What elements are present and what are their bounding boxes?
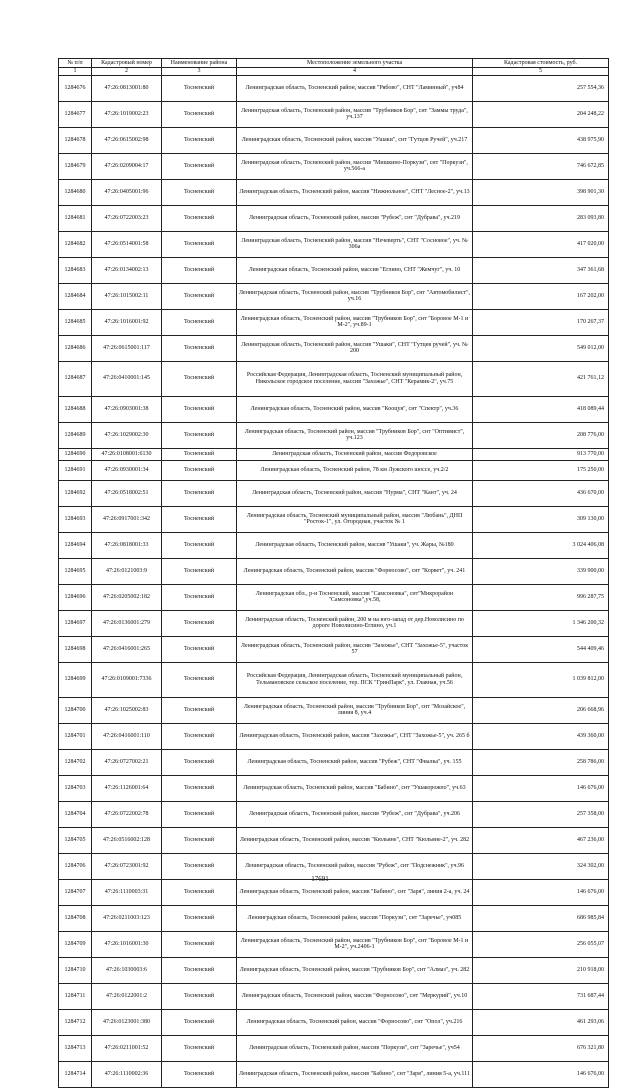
cadastral-number: 47:26:0903001:38 <box>92 396 162 422</box>
table-row <box>59 584 609 610</box>
district-name: Тосненский <box>162 335 237 361</box>
row-index: 1284691 <box>59 460 92 480</box>
cadastral-value: 206 668,96 <box>473 697 609 723</box>
row-index: 1284684 <box>59 283 92 309</box>
row-index: 1284689 <box>59 422 92 448</box>
district-name: Тосненский <box>162 905 237 931</box>
row-index: 1284703 <box>59 775 92 801</box>
cadastral-value: 913 770,00 <box>473 448 609 460</box>
cadastral-number: 47:26:0727002:21 <box>92 749 162 775</box>
cadastral-value: 731 687,44 <box>473 983 609 1009</box>
district-name: Тосненский <box>162 983 237 1009</box>
district-name: Тосненский <box>162 662 237 697</box>
district-name: Тосненский <box>162 506 237 532</box>
row-index: 1284682 <box>59 231 92 257</box>
cadastral-number: 47:26:1016001:92 <box>92 309 162 335</box>
cadastral-value: 210 918,00 <box>473 957 609 983</box>
cadastral-number: 47:26:0416001:110 <box>92 723 162 749</box>
cadastral-number: 47:26:0405001:96 <box>92 179 162 205</box>
land-plot-location: Ленинградская область, Тосненский район, массив "Форносово", снт "Меркурий", уч.10 <box>237 983 473 1009</box>
land-plot-location: Ленинградская область, Тосненский район, массив "Бабино", снт "Ушакорожпо", уч.63 <box>237 775 473 801</box>
cadastral-number: 47:26:0722002:78 <box>92 801 162 827</box>
table-row <box>59 1035 609 1061</box>
row-index: 1284690 <box>59 448 92 460</box>
district-name: Тосненский <box>162 396 237 422</box>
land-plot-location: Ленинградская область, Тосненский район, массив "Захожье", СНТ "Захожье-5", участок 57 <box>237 636 473 662</box>
cadastral-value: 1 346 200,32 <box>473 610 609 636</box>
cadastral-value: 146 676,00 <box>473 879 609 905</box>
table-row <box>59 257 609 283</box>
cadastral-number: 47:26:0930001:34 <box>92 460 162 480</box>
cadastral-value: 549 012,00 <box>473 335 609 361</box>
district-name: Тосненский <box>162 931 237 957</box>
district-name: Тосненский <box>162 584 237 610</box>
row-index: 1284676 <box>59 75 92 101</box>
row-index: 1284696 <box>59 584 92 610</box>
table-row <box>59 460 609 480</box>
cadastral-number: 47:26:1016001:30 <box>92 931 162 957</box>
district-name: Тосненский <box>162 697 237 723</box>
land-plot-location: Ленинградская область, Тосненский район, массив "Рубеж", снт "Дубрава", уч.206 <box>237 801 473 827</box>
cadastral-value: 347 361,68 <box>473 257 609 283</box>
row-index: 1284688 <box>59 396 92 422</box>
cadastral-value: 417 020,00 <box>473 231 609 257</box>
cadastral-number: 47:26:0722003:23 <box>92 205 162 231</box>
row-index: 1284681 <box>59 205 92 231</box>
cadastral-value: 436 670,00 <box>473 480 609 506</box>
district-name: Тосненский <box>162 257 237 283</box>
header-district: Наименование района <box>162 59 237 68</box>
row-index: 1284708 <box>59 905 92 931</box>
table-row <box>59 205 609 231</box>
row-index: 1284711 <box>59 983 92 1009</box>
table-row <box>59 905 609 931</box>
row-index: 1284686 <box>59 335 92 361</box>
cadastral-value: 283 093,80 <box>473 205 609 231</box>
column-number-3: 3 <box>162 68 237 76</box>
row-index: 1284710 <box>59 957 92 983</box>
district-name: Тосненский <box>162 422 237 448</box>
land-plot-location: Ленинградская область, Тосненский район, массив "Рубеж", снт "Дубрава", уч.219 <box>237 205 473 231</box>
land-plot-location: Ленинградская область, Тосненский район, массив "Поркузи", снт "Заречье", уч085 <box>237 905 473 931</box>
row-index: 1284687 <box>59 361 92 396</box>
cadastral-number: 47:26:1110003:31 <box>92 879 162 905</box>
cadastral-number: 47:26:1110002:36 <box>92 1061 162 1087</box>
land-plot-location: Ленинградская область, Тосненский район, 200 м на юго-запад от дер.Новолисино по дороге Новолисино-Еглино, уч.1 <box>237 610 473 636</box>
land-plot-location: Ленинградская область, Тосненский район, массив "Бабино", снт "Заря", линия 2-а, уч. 24 <box>237 879 473 905</box>
table-row <box>59 448 609 460</box>
land-plot-location: Ленинградская область, Тосненский район, массив "Трубников Бор", снт "Мозайское", линия 8, уч.4 <box>237 697 473 723</box>
row-index: 1284699 <box>59 662 92 697</box>
land-plot-location: Ленинградская область, Тосненский район, массив "Бабино", снт "Заря", линия 5-а, уч.111 <box>237 1061 473 1087</box>
cadastral-value: 544 409,46 <box>473 636 609 662</box>
table-row <box>59 335 609 361</box>
cadastral-number: 47:26:0516002:128 <box>92 827 162 853</box>
cadastral-number: 47:26:0416001:265 <box>92 636 162 662</box>
cadastral-value-table <box>58 58 609 1088</box>
table-row <box>59 179 609 205</box>
cadastral-value: 170 267,37 <box>473 309 609 335</box>
table-row <box>59 101 609 127</box>
cadastral-value: 167 202,00 <box>473 283 609 309</box>
cadastral-value: 439 360,00 <box>473 723 609 749</box>
table-row <box>59 127 609 153</box>
cadastral-value: 746 672,85 <box>473 153 609 179</box>
row-index: 1284704 <box>59 801 92 827</box>
table-header-row <box>59 59 609 68</box>
cadastral-value: 996 287,75 <box>473 584 609 610</box>
district-name: Тосненский <box>162 853 237 879</box>
district-name: Тосненский <box>162 101 237 127</box>
district-name: Тосненский <box>162 879 237 905</box>
land-plot-location: Ленинградская область, Тосненский район, массив "Рубеж", снт "Подснежник", уч.96 <box>237 853 473 879</box>
table-row <box>59 723 609 749</box>
district-name: Тосненский <box>162 460 237 480</box>
cadastral-number: 47:26:0108001:6130 <box>92 448 162 460</box>
table-row <box>59 283 609 309</box>
row-index: 1284705 <box>59 827 92 853</box>
cadastral-number: 47:26:1019002:23 <box>92 101 162 127</box>
cadastral-value: 418 089,44 <box>473 396 609 422</box>
cadastral-value: 175 250,00 <box>473 460 609 480</box>
land-plot-location: Ленинградская область, Тосненский район, массив "Кюльяне", СНТ "Кюльяне-2", уч. 282 <box>237 827 473 853</box>
cadastral-value: 339 900,00 <box>473 558 609 584</box>
district-name: Тосненский <box>162 361 237 396</box>
land-plot-location: Ленинградская область, Тосненский муниципальный район, массив "Любань", ДНП "Росток-1", ул. Огородная, участок № 1 <box>237 506 473 532</box>
district-name: Тосненский <box>162 532 237 558</box>
district-name: Тосненский <box>162 1061 237 1087</box>
table-row <box>59 1009 609 1035</box>
row-index: 1284697 <box>59 610 92 636</box>
cadastral-number: 47:26:0136001:279 <box>92 610 162 636</box>
land-plot-location: Ленинградская область, Тосненский район, массив "Поркузи", снт "Заречье", уч54 <box>237 1035 473 1061</box>
land-plot-location: Ленинградская область, Тосненский район, массив "Еглино, СНТ "Жемчуг", уч. 10 <box>237 257 473 283</box>
header-index: № п/п <box>59 59 92 68</box>
cadastral-value: 204 248,22 <box>473 101 609 127</box>
land-plot-location: Ленинградская область, Тосненский район, массив "Трубников Бор", снт "Боровое М-1 и М-2", уч.2406-1 <box>237 931 473 957</box>
table-row <box>59 231 609 257</box>
district-name: Тосненский <box>162 480 237 506</box>
district-name: Тосненский <box>162 1009 237 1035</box>
land-plot-location: Российская Федерация, Ленинградская область, Тосненский муниципальный район, Никольское городское поселение, массив "Захожье", СНТ "Керамик-2", уч.75 <box>237 361 473 396</box>
cadastral-value: 146 676,00 <box>473 1061 609 1087</box>
table-row <box>59 75 609 101</box>
cadastral-value: 3 024 406,08 <box>473 532 609 558</box>
table-row <box>59 153 609 179</box>
land-plot-location: Ленинградская область, Тосненский район, массив "Рябово", СНТ "Ламинный", уч84 <box>237 75 473 101</box>
table-row <box>59 1061 609 1087</box>
district-name: Тосненский <box>162 827 237 853</box>
land-plot-location: Ленинградская область, Тосненский район, массив Федоровское <box>237 448 473 460</box>
land-plot-location: Ленинградская область, Тосненский район, массив "Нечеверть", СНТ "Сосновое", уч. № 306а <box>237 231 473 257</box>
land-plot-location: Ленинградская область, Тосненский район, массив "Трубников Бор", снт "Боровое М-1 и М-2", уч.89-1 <box>237 309 473 335</box>
cadastral-number: 47:26:1126001:64 <box>92 775 162 801</box>
table-row <box>59 827 609 853</box>
row-index: 1284709 <box>59 931 92 957</box>
header-location: Местоположение земельного участка <box>237 59 473 68</box>
cadastral-number: 47:26:0109001:7336 <box>92 662 162 697</box>
cadastral-number: 47:26:1015002:11 <box>92 283 162 309</box>
land-plot-location: Ленинградская область, Тосненский район, 78 км Лужского шоссе, уч.2/2 <box>237 460 473 480</box>
cadastral-value: 256 055,07 <box>473 931 609 957</box>
cadastral-number: 47:26:0121003:9 <box>92 558 162 584</box>
row-index: 1284679 <box>59 153 92 179</box>
district-name: Тосненский <box>162 610 237 636</box>
column-number-1: 1 <box>59 68 92 76</box>
cadastral-number: 47:26:0813001:80 <box>92 75 162 101</box>
header-cadastral-number: Кадастровый номер <box>92 59 162 68</box>
cadastral-number: 47:26:1030003:6 <box>92 957 162 983</box>
district-name: Тосненский <box>162 801 237 827</box>
district-name: Тосненский <box>162 749 237 775</box>
table-row <box>59 749 609 775</box>
row-index: 1284680 <box>59 179 92 205</box>
column-number-5: 5 <box>473 68 609 76</box>
row-index: 1284701 <box>59 723 92 749</box>
row-index: 1284695 <box>59 558 92 584</box>
table-row <box>59 361 609 396</box>
table-row <box>59 558 609 584</box>
column-number-4: 4 <box>237 68 473 76</box>
cadastral-number: 47:26:0818001:33 <box>92 532 162 558</box>
cadastral-value: 257 358,00 <box>473 801 609 827</box>
district-name: Тосненский <box>162 179 237 205</box>
cadastral-value: 1 039 812,00 <box>473 662 609 697</box>
row-index: 1284702 <box>59 749 92 775</box>
table-row <box>59 506 609 532</box>
row-index: 1284694 <box>59 532 92 558</box>
cadastral-value: 208 776,00 <box>473 422 609 448</box>
cadastral-value: 309 130,00 <box>473 506 609 532</box>
table-column-number-row <box>59 68 609 76</box>
district-name: Тосненский <box>162 448 237 460</box>
land-plot-location: Ленинградская область, Тосненский район, массив "Нижнольное", СНТ "Лесное-2", уч.13 <box>237 179 473 205</box>
district-name: Тосненский <box>162 309 237 335</box>
cadastral-number: 47:26:0122001:2 <box>92 983 162 1009</box>
row-index: 1284678 <box>59 127 92 153</box>
table-row <box>59 931 609 957</box>
cadastral-value: 686 985,84 <box>473 905 609 931</box>
cadastral-number: 47:26:0723001:92 <box>92 853 162 879</box>
row-index: 1284677 <box>59 101 92 127</box>
district-name: Тосненский <box>162 75 237 101</box>
cadastral-number: 47:26:0615002:98 <box>92 127 162 153</box>
table-row <box>59 957 609 983</box>
table-row <box>59 532 609 558</box>
land-plot-location: Ленинградская область, Тосненский район, массив "Форносово", снт "Опол", уч.216 <box>237 1009 473 1035</box>
cadastral-value: 467 236,00 <box>473 827 609 853</box>
table-row <box>59 801 609 827</box>
table-row <box>59 422 609 448</box>
land-plot-location: Ленинградская область, Тосненский район, массив "Ушаки", снт "Гутцов Ручей", уч.217 <box>237 127 473 153</box>
row-index: 1284683 <box>59 257 92 283</box>
cadastral-number: 47:26:0211001:52 <box>92 1035 162 1061</box>
land-plot-location: Ленинградская область, Тосненский район, массив "Форносово", снт "Корвет", уч. 241 <box>237 558 473 584</box>
cadastral-number: 47:26:1025002:83 <box>92 697 162 723</box>
table-row <box>59 480 609 506</box>
cadastral-number: 47:26:0123001:380 <box>92 1009 162 1035</box>
district-name: Тосненский <box>162 558 237 584</box>
land-plot-location: Ленинградская область, Тосненский район, массив "Нурма", СНТ "Кант", уч. 24 <box>237 480 473 506</box>
district-name: Тосненский <box>162 1035 237 1061</box>
cadastral-number: 47:26:0209004:17 <box>92 153 162 179</box>
district-name: Тосненский <box>162 231 237 257</box>
land-plot-location: Ленинградская обл., р-н Тосненский, массив "Самсоновка", снт"Микрорайон "Самсоновка",уч.58, <box>237 584 473 610</box>
cadastral-number: 47:26:0514001:58 <box>92 231 162 257</box>
land-plot-location: Ленинградская область, Тосненский район, массив "Трубников Бор", снт "Алмаз", уч. 282 <box>237 957 473 983</box>
table-row <box>59 697 609 723</box>
cadastral-number: 47:26:0134002:13 <box>92 257 162 283</box>
land-plot-location: Ленинградская область, Тосненский район, массив "Трубников Бор", снт "Автомобилист", уч.16 <box>237 283 473 309</box>
column-number-2: 2 <box>92 68 162 76</box>
cadastral-number: 47:26:0518002:51 <box>92 480 162 506</box>
district-name: Тосненский <box>162 636 237 662</box>
district-name: Тосненский <box>162 775 237 801</box>
land-plot-location: Ленинградская область, Тосненский район, массив "Рубеж", СНТ "Фиалка", уч. 155 <box>237 749 473 775</box>
cadastral-number: 47:26:1029002:30 <box>92 422 162 448</box>
row-index: 1284714 <box>59 1061 92 1087</box>
cadastral-value: 324 302,00 <box>473 853 609 879</box>
cadastral-value: 398 901,30 <box>473 179 609 205</box>
table-row <box>59 396 609 422</box>
cadastral-value: 438 975,90 <box>473 127 609 153</box>
district-name: Тосненский <box>162 723 237 749</box>
land-plot-location: Ленинградская область, Тосненский район, массив "Мишкино-Поркузи", снт "Поркузи", уч.566-а <box>237 153 473 179</box>
row-index: 1284692 <box>59 480 92 506</box>
district-name: Тосненский <box>162 205 237 231</box>
land-plot-location: Ленинградская область, Тосненский район, массив "Кооцуя", снт "Спектр", уч.36 <box>237 396 473 422</box>
row-index: 1284712 <box>59 1009 92 1035</box>
cadastral-number: 47:26:0211003:123 <box>92 905 162 931</box>
cadastral-value: 258 786,00 <box>473 749 609 775</box>
table-row <box>59 636 609 662</box>
district-name: Тосненский <box>162 153 237 179</box>
cadastral-value: 257 554,36 <box>473 75 609 101</box>
table-body <box>59 75 609 1087</box>
row-index: 1284713 <box>59 1035 92 1061</box>
row-index: 1284698 <box>59 636 92 662</box>
row-index: 1284693 <box>59 506 92 532</box>
table-row <box>59 775 609 801</box>
cadastral-value: 676 321,80 <box>473 1035 609 1061</box>
cadastral-value: 461 293,06 <box>473 1009 609 1035</box>
land-plot-location: Ленинградская область, Тосненский район, массив "Захожье", СНТ "Захожье-5", уч. 265 б <box>237 723 473 749</box>
cadastral-number: 47:26:0205002:182 <box>92 584 162 610</box>
cadastral-document-sheet <box>58 58 608 1088</box>
land-plot-location: Ленинградская область, Тосненский район, массив "Трубников Бор", снт "Заммы труда", уч.137 <box>237 101 473 127</box>
land-plot-location: Российская Федерация, Ленинградская область, Тосненский муниципальный район, Тельмановское сельское поселение, тер. ПСК "ГринПарк", ул. Главная, уч.56 <box>237 662 473 697</box>
district-name: Тосненский <box>162 957 237 983</box>
row-index: 1284700 <box>59 697 92 723</box>
table-row <box>59 983 609 1009</box>
row-index: 1284706 <box>59 853 92 879</box>
land-plot-location: Ленинградская область, Тосненский район, массив "Трубников Бор", снт "Оптимист", уч.123 <box>237 422 473 448</box>
header-cadastral-value: Кадастровая стоимость, руб. <box>473 59 609 68</box>
district-name: Тосненский <box>162 127 237 153</box>
row-index: 1284707 <box>59 879 92 905</box>
row-index: 1284685 <box>59 309 92 335</box>
table-row <box>59 610 609 636</box>
land-plot-location: Ленинградская область, Тосненский район, массив "Ушаки", уч. Жары, №180 <box>237 532 473 558</box>
cadastral-number: 47:26:0917001:342 <box>92 506 162 532</box>
table-row <box>59 309 609 335</box>
page-number: 17691 <box>311 875 329 883</box>
district-name: Тосненский <box>162 283 237 309</box>
cadastral-number: 47:26:0615001:117 <box>92 335 162 361</box>
cadastral-value: 146 676,00 <box>473 775 609 801</box>
cadastral-value: 421 761,12 <box>473 361 609 396</box>
table-row <box>59 662 609 697</box>
land-plot-location: Ленинградская область, Тосненский район, массив "Ушаки", СНТ "Гутцев ручей", уч. № 200 <box>237 335 473 361</box>
cadastral-number: 47:26:0410001:145 <box>92 361 162 396</box>
